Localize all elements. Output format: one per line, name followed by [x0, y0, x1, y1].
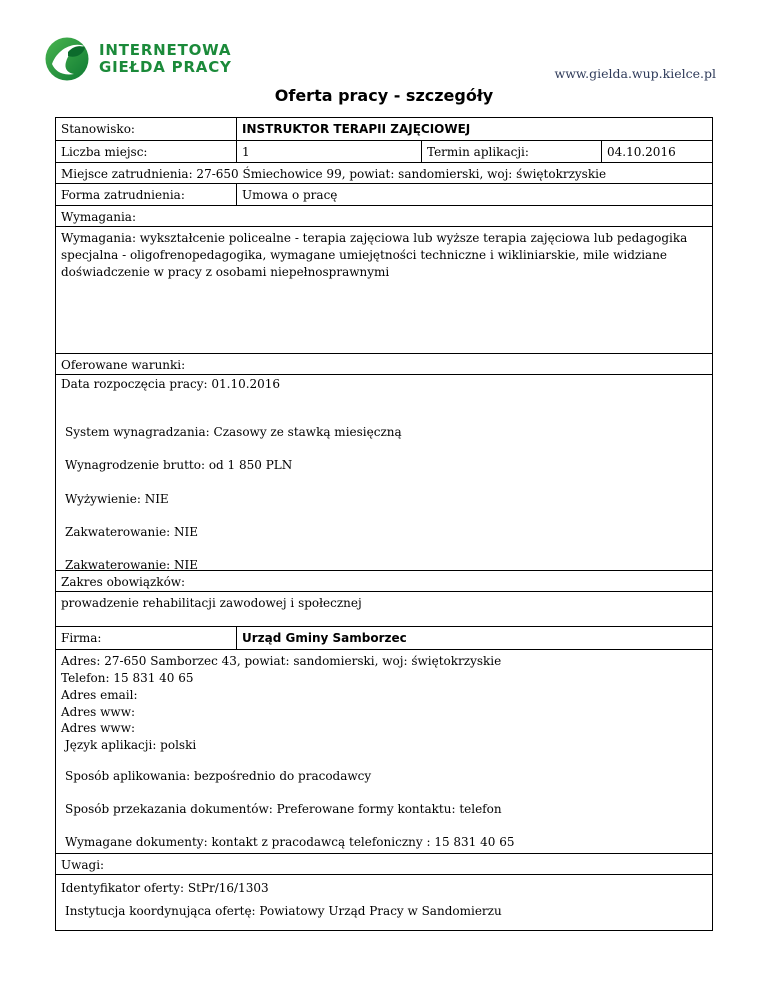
site-url-link[interactable]: www.gielda.wup.kielce.pl [554, 66, 716, 81]
apply-method-line: Sposób aplikowania: bezpośrednio do pracodawcy [65, 769, 372, 783]
row-duties-text [56, 592, 712, 627]
row-vacancies-deadline [56, 141, 712, 163]
deadline-value: 04.10.2016 [601, 141, 712, 162]
site-logo-text [99, 42, 232, 77]
site-logo [44, 36, 232, 82]
row-offer-footer [56, 875, 712, 930]
row-company-details [56, 650, 712, 854]
accommodation-line-2: Zakwaterowanie: NIE [65, 558, 199, 570]
gross-salary-line: Wynagrodzenie brutto: od 1 850 PLN [65, 458, 293, 472]
offer-id-line: Identyfikator oferty: StPr/16/1303 [61, 881, 269, 895]
page-title: Oferta pracy - szczegóły [274, 86, 494, 105]
conditions-details [56, 375, 712, 570]
company-www-line-2: Adres www: [61, 721, 136, 735]
application-language-line: Język aplikacji: polski [65, 738, 197, 752]
duties-text: prowadzenie rehabilitacji zawodowej i społecznej [61, 596, 362, 610]
company-www-line-1: Adres www: [61, 705, 136, 719]
company-value: Urząd Gminy Samborzec [236, 627, 712, 649]
vacancies-value: 1 [236, 141, 421, 162]
company-details [56, 650, 712, 853]
documents-method-line: Sposób przekazania dokumentów: Preferowane formy kontaktu: telefon [65, 802, 502, 816]
notes-label: Uwagi: [61, 858, 105, 872]
conditions-label: Oferowane warunki: [61, 358, 186, 372]
meals-line: Wyżywienie: NIE [65, 492, 169, 506]
deadline-label: Termin aplikacji: [421, 141, 601, 162]
row-notes-header [56, 854, 712, 875]
employment-form-label: Forma zatrudnienia: [61, 188, 185, 202]
row-requirements-header [56, 206, 712, 227]
leaf-logo-icon [44, 36, 90, 82]
row-duties-header [56, 571, 712, 592]
row-employment-form [56, 184, 712, 206]
duties-label: Zakres obowiązków: [61, 575, 186, 589]
row-requirements-text [56, 227, 712, 354]
pay-system-line: System wynagradzania: Czasowy ze stawką miesięczną [65, 425, 402, 439]
row-company [56, 627, 712, 650]
requirements-text: Wymagania: wykształcenie policealne - terapia zajęciowa lub wyższe terapia zajęciowa lub pedagogika specjalna - oligofrenopedagogika, wymagane umiejętności techniczne i wikliniarskie, mile widziane doświadczenie w pracy z osobami niepełnosprawnymi [61, 231, 688, 279]
row-workplace [56, 163, 712, 184]
company-email-line: Adres email: [61, 688, 138, 702]
coordinating-institution-line: Instytucja koordynująca ofertę: Powiatowy Urząd Pracy w Sandomierzu [65, 904, 502, 918]
vacancies-label: Liczba miejsc: [61, 145, 148, 159]
workplace-text: Miejsce zatrudnienia: 27-650 Śmiechowice 99, powiat: sandomierski, woj: świętokrzyskie [61, 167, 607, 181]
position-value: INSTRUKTOR TERAPII ZAJĘCIOWEJ [236, 118, 712, 140]
logo-line-2: GIEŁDA PRACY [99, 58, 232, 76]
company-address-line: Adres: 27-650 Samborzec 43, powiat: sandomierski, woj: świętokrzyskie [61, 654, 502, 668]
logo-line-1: INTERNETOWA [99, 40, 232, 59]
company-label: Firma: [61, 631, 102, 645]
company-phone-line: Telefon: 15 831 40 65 [61, 671, 194, 685]
row-conditions-header [56, 354, 712, 375]
required-documents-line: Wymagane dokumenty: kontakt z pracodawcą telefoniczny : 15 831 40 65 [65, 835, 515, 849]
offer-details-table [55, 117, 713, 931]
position-label: Stanowisko: [61, 122, 135, 136]
start-date-line: Data rozpoczęcia pracy: 01.10.2016 [61, 377, 281, 391]
accommodation-line-1: Zakwaterowanie: NIE [65, 525, 199, 539]
row-conditions-details [56, 375, 712, 571]
row-position [56, 118, 712, 141]
requirements-label: Wymagania: [61, 210, 136, 224]
offer-footer [56, 875, 712, 930]
employment-form-value: Umowa o pracę [236, 184, 712, 205]
